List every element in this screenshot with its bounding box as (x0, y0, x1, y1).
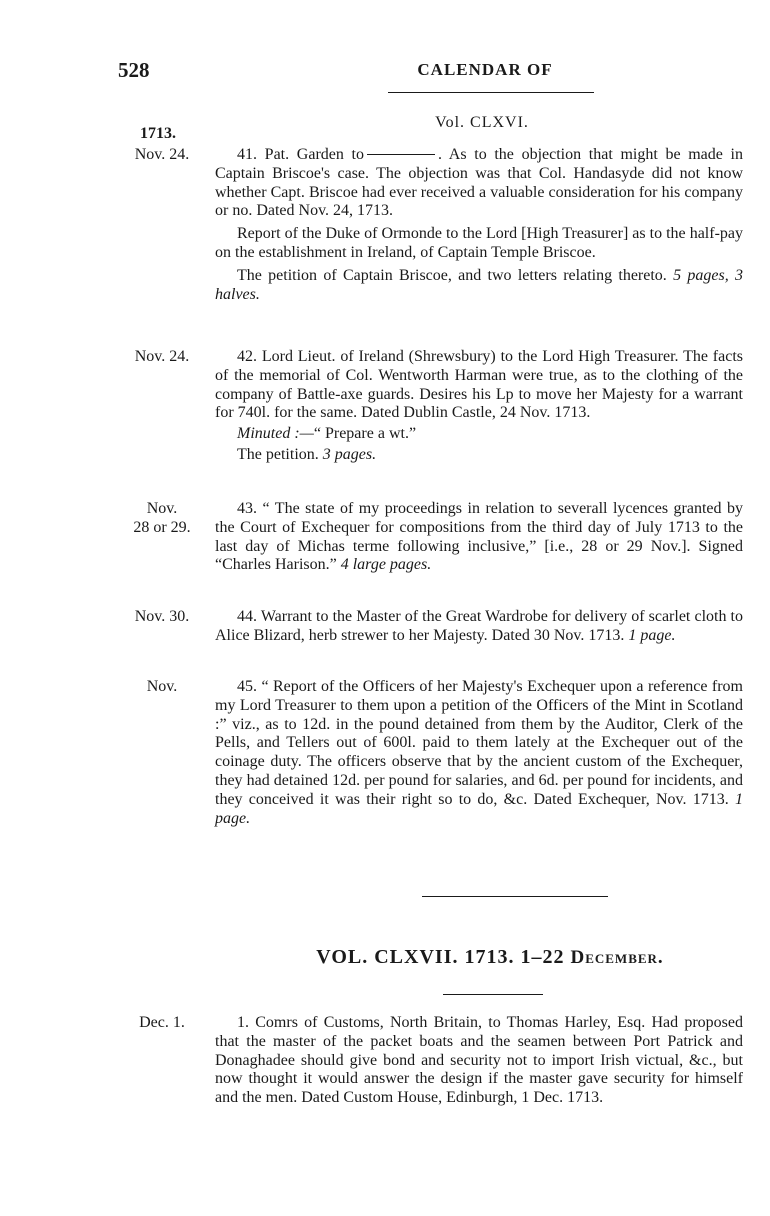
entry-date: Nov. (146, 678, 178, 695)
entry-body (215, 608, 743, 646)
entry-number: 41. (237, 146, 257, 163)
entry-paragraph: 43. “ The state of my proceedings in relation to severall lycences granted by the Court of Exchequer for compositions from the third day of July 1713 to the last day of Michas terme following inclusive,” [i.e., 28 or 29 Nov.]. Signed “Charles Harison.” 4 large pages. (215, 500, 744, 574)
entry-paragraph: 42. Lord Lieut. of Ireland (Shrewsbury) to the Lord High Treasurer. The facts of the memorial of Col. Wentworth Harman were true, as to the clothing of the company of Battle-axe guards. Desires his Lp to move her Majesty for a warrant for 740l. for the same. Dated Dublin Castle, 24 Nov. 1713. (215, 348, 744, 422)
header-rule (388, 92, 594, 93)
section-rule (422, 896, 608, 897)
page-number: 528 (118, 58, 150, 82)
entry-date: Nov. 24. (134, 146, 190, 163)
entry-number: 45. (237, 678, 257, 695)
page-count: 3 pages. (322, 445, 377, 463)
entry-date: Nov. 28 or 29. (133, 500, 191, 536)
entry-date: Dec. 1. (139, 1014, 185, 1031)
volume-heading: Vol. CLXVI. (435, 114, 529, 131)
page-count: 1 page. (215, 790, 744, 827)
entry-body (215, 500, 743, 575)
entry-date: Nov. 24. (134, 348, 190, 365)
entry-paragraph: 41. Pat. Garden to . As to the objection that might be made in Captain Briscoe's case. The objection was that Col. Handasyde did not know whether Capt. Briscoe had ever received a valuable consideration for his company or no. Dated Nov. 24, 1713. (215, 146, 743, 220)
entry-body (215, 1014, 743, 1108)
title-rule (443, 994, 543, 995)
entry-body (215, 678, 743, 828)
entry-paragraph: 1. Comrs of Customs, North Britain, to Thomas Harley, Esq. Had proposed that the master of the packet boats and the seamen between Port Patrick and Donaghadee should give bond and security not to import Irish victual, &c., but now thought it would answer the design if the master gave security for himself and the men. Dated Custom House, Edinburgh, 1 Dec. 1713. (215, 1014, 743, 1107)
entry-number: 43. (237, 500, 257, 517)
page-count: 1 page. (628, 626, 676, 644)
running-head: CALENDAR OF (417, 60, 553, 79)
entry-paragraph: The petition. 3 pages. (237, 445, 377, 463)
page-count: 4 large pages. (340, 556, 432, 574)
entry-paragraph: 45. “ Report of the Officers of her Majesty's Exchequer upon a reference from my Lord Treasurer to them upon a petition of the Officers of the Mint in Scotland :” viz., as to 12d. in the pound detained from them by the Auditor, Clerk of the Pells, and Tellers out of 600l. paid to them lately at the Exchequer out of the coinage duty. The officers observe that by the ancient custom of the Exchequer, they had detained 12d. per pound for salaries, and 6d. per pound for incidents, and they conceived it was their right so to do, &c. Dated Exchequer, Nov. 1713. 1 page. (215, 678, 744, 827)
volume-title: VOL. CLXVII. 1713. 1–22 December. (316, 946, 664, 968)
entry-paragraph: The petition of Captain Briscoe, and two letters relating thereto. 5 pages, 3 halves. (215, 266, 744, 303)
entry-number: 1. (237, 1014, 249, 1031)
entry-date: Nov. 30. (134, 608, 190, 625)
entry-body (215, 146, 743, 304)
entry-body (215, 348, 743, 465)
entry-paragraph: Report of the Duke of Ormonde to the Lord [High Treasurer] as to the half-pay on the establishment in Ireland, of Captain Temple Briscoe. (215, 225, 743, 261)
page-count: 5 pages, 3 halves. (215, 266, 744, 303)
entry-paragraph: Minuted :—“ Prepare a wt.” (237, 425, 417, 443)
entry-paragraph: 44. Warrant to the Master of the Great Wardrobe for delivery of scarlet cloth to Alice Blizard, herb strewer to her Majesty. Dated 30 Nov. 1713. 1 page. (215, 608, 743, 644)
year-margin: 1713. (140, 125, 176, 142)
entry-number: 44. (237, 608, 257, 625)
entry-number: 42. (237, 348, 257, 365)
blank-line (367, 154, 435, 155)
